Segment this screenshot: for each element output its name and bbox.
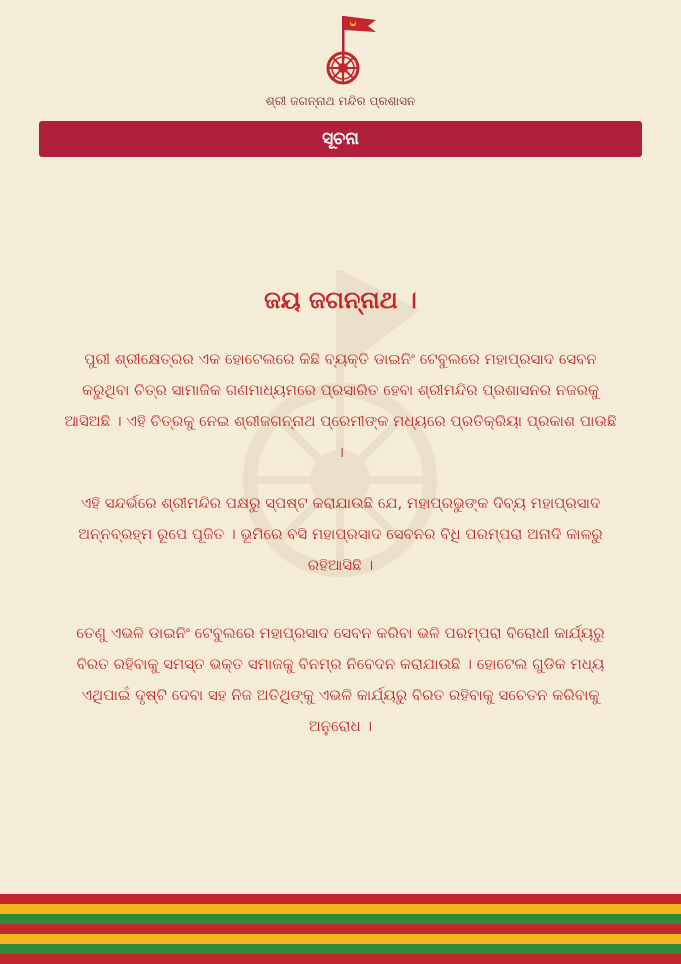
footer-stripe (0, 934, 681, 944)
notice-banner (39, 121, 642, 157)
footer-stripes (0, 894, 681, 964)
footer-stripe (0, 894, 681, 904)
notice-paragraph-3: ତେଣୁ ଏଭଳି ଡାଇନିଂ ଟେବୁଲରେ ମହାପ୍ରସାଦ ସେବନ କରିବା ଭଳି ପରମ୍ପରା ବିରୋଧୀ କାର୍ଯ୍ୟରୁ ବିରତ ରହିବାକୁ ସମସ୍ତ ଭକ୍ତ ସମାଜକୁ ବିନମ୍ର ନିବେଦନ କରାଯାଉଛି । ହୋଟେଲ ଗୁଡିକ ମଧ୍ୟ ଏଥିପାଇଁ ଦୃଷ୍ଟି ଦେବା ସହ ନିଜ ଅତିଥିଙ୍କୁ ଏଭଳି କାର୍ଯ୍ୟରୁ ବିରତ ରହିବାକୁ ସଚେତନ କରିବାକୁ ଅନୁରୋଧ । (76, 624, 605, 735)
footer-stripe (0, 944, 681, 954)
footer-stripe (0, 924, 681, 934)
org-name: ଶ୍ରୀ ଜଗନ୍ନାଥ ମନ୍ଦିର ପ୍ରଶାସନ (265, 94, 416, 108)
notice-paragraph-2: ଏହି ସନ୍ଦର୍ଭରେ ଶ୍ରୀମନ୍ଦିର ପକ୍ଷରୁ ସ୍ପଷ୍ଟ କରାଯାଉଛି ଯେ, ମହାପ୍ରଭୁଙ୍କ ଦିବ୍ୟ ମହାପ୍ରସାଦ ଅନ୍ନବ୍ରହ୍ମ ରୂପେ ପୂଜିତ । ଭୂମିରେ ବସି ମହାପ୍ରସାଦ ସେବନର ବିଧି ପରମ୍ପରା ଅନାଦି କାଳରୁ ରହିଆସିଛି । (78, 494, 603, 574)
footer-stripe (0, 954, 681, 964)
footer-stripe (0, 914, 681, 924)
greeting-heading: ଜୟ ଜଗନ୍ନାଥ । (264, 286, 417, 314)
footer-stripe (0, 904, 681, 914)
notice-paragraph-1: ପୁରୀ ଶ୍ରୀକ୍ଷେତ୍ରର ଏକ ହୋଟେଲରେ କିଛି ବ୍ୟକ୍ତି ଡାଇନିଂ ଟେବୁଲରେ ମହାପ୍ରସାଦ ସେବନ କରୁଥିବା ଚିତ୍ର ସାମାଜିକ ଗଣମାଧ୍ୟମରେ ପ୍ରସାରିତ ହେବା ଶ୍ରୀମନ୍ଦିର ପ୍ରଶାସନର ନଜରକୁ ଆସିଅଛି । ଏହି ଚିତ୍ରକୁ ନେଇ ଶ୍ରୀଜଗନ୍ନାଥ ପ୍ରେମୀଙ୍କ ମଧ୍ୟରେ ପ୍ରତିକ୍ରିୟା ପ୍ରକାଶ ପାଉଛି । (64, 350, 617, 461)
banner-title: ସୂଚନା (322, 129, 359, 149)
temple-emblem-icon (310, 10, 400, 90)
